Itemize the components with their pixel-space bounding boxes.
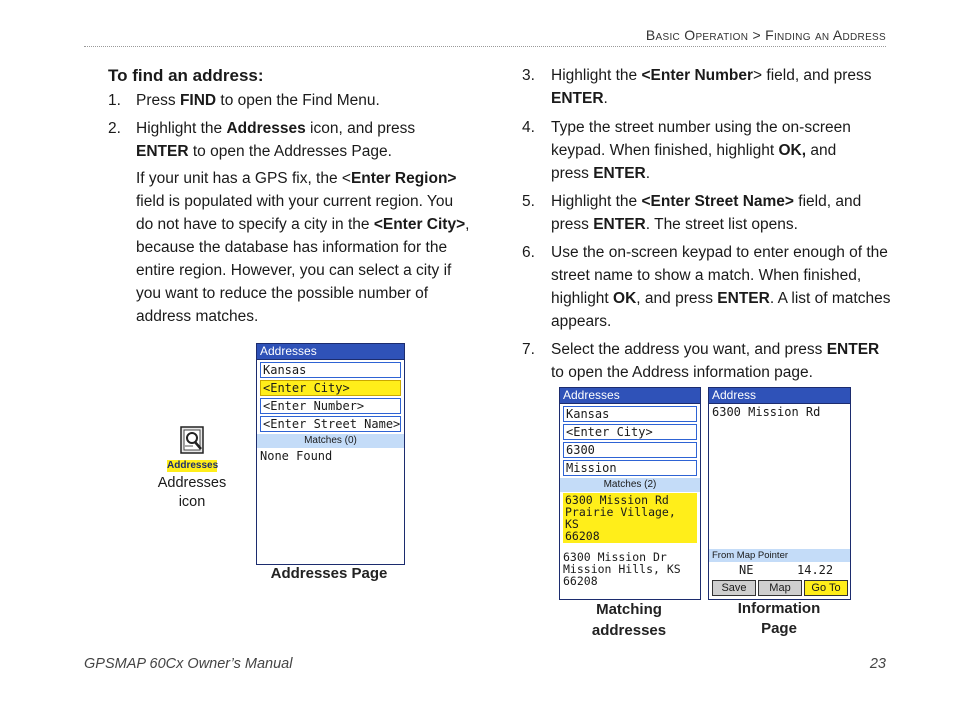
addresses-page-screenshot <box>256 343 405 565</box>
addresses-icon-label: Addresses <box>167 460 219 471</box>
step-text <box>551 241 891 333</box>
number-field[interactable]: <Enter Number> <box>260 398 401 414</box>
emphasis-text: OK <box>613 290 637 307</box>
body-text: . A list of matches appears. <box>551 290 891 330</box>
right-column <box>522 64 892 384</box>
result-city: Prairie Village, KS <box>565 505 676 531</box>
screen-title: Addresses <box>560 388 700 404</box>
step-text <box>136 89 473 112</box>
emphasis-text: <Enter City> <box>373 216 466 233</box>
step-number: 3. <box>522 67 535 84</box>
running-header <box>646 27 886 43</box>
body-text: , because the database has information for the entire region. However, you can select a city if you want to reduce the possible number of address matches. <box>136 216 470 325</box>
result-street: 6300 Mission Rd <box>565 493 669 507</box>
body-text: Highlight the <box>551 193 642 210</box>
address-name: 6300 Mission Rd <box>712 405 821 419</box>
street-field[interactable]: Mission <box>563 460 697 476</box>
emphasis-text: <Enter Street Name> <box>641 193 794 210</box>
from-label: From Map Pointer <box>709 549 850 562</box>
emphasis-text: OK, <box>778 142 807 159</box>
street-field[interactable]: <Enter Street Name> <box>260 416 401 432</box>
screen-title: Addresses <box>257 344 404 360</box>
emphasis-text: ENTER <box>551 90 604 107</box>
step-3 <box>522 64 892 116</box>
page-number: 23 <box>869 656 886 672</box>
body-text: Highlight the <box>551 67 642 84</box>
distance-value: 14.22 <box>797 563 834 577</box>
step-number: 2. <box>108 120 121 137</box>
body-text: to open the Address information page. <box>551 364 813 381</box>
step-number: 1. <box>108 92 121 109</box>
emphasis-text: ENTER <box>136 143 189 160</box>
step-4 <box>522 116 892 190</box>
emphasis-text: Enter Region> <box>350 170 457 187</box>
matching-addresses-caption: Matching addresses <box>591 601 667 639</box>
city-field[interactable]: <Enter City> <box>260 380 401 396</box>
step-text <box>136 117 456 163</box>
step-6 <box>522 241 892 338</box>
footer-manual-title: GPSMAP 60Cx Owner’s Manual <box>84 656 293 672</box>
result-street: 6300 Mission Dr <box>563 550 667 564</box>
body-text: to open the Find Menu. <box>216 92 380 109</box>
body-text: . <box>645 165 651 182</box>
matches-count: Matches (2) <box>560 478 700 492</box>
body-text: Select the address you want, and press <box>551 341 827 358</box>
result-zip: 66208 <box>565 529 600 543</box>
emphasis-text: FIND <box>179 92 217 109</box>
body-text: If your unit has a GPS fix, the < <box>136 170 351 187</box>
step-7 <box>522 338 892 384</box>
body-text: Use the on-screen keypad to enter enough of the street name to show a match. When finished, highlight <box>551 244 888 307</box>
body-text: to open the Addresses Page. <box>188 143 392 160</box>
body-text: field, and press <box>551 193 862 233</box>
step-text <box>551 116 869 185</box>
body-text: . The street list opens. <box>645 216 798 233</box>
body-text: and press <box>551 142 837 182</box>
step-number: 6. <box>522 244 535 261</box>
header-separator: > <box>752 27 761 43</box>
matches-count: Matches (0) <box>257 434 404 448</box>
screen-title: Address <box>709 388 850 404</box>
step-text <box>551 338 892 384</box>
body-text: , and press <box>636 290 718 307</box>
information-page-screenshot <box>708 387 851 600</box>
section-title: To find an address: <box>108 66 264 85</box>
city-field[interactable]: <Enter City> <box>563 424 697 440</box>
step-number: 4. <box>522 119 535 136</box>
body-text: Press <box>136 92 180 109</box>
step-5 <box>522 190 892 241</box>
body-text: Type the street number using the on-screen keypad. When finished, highlight <box>551 119 851 159</box>
left-column <box>108 89 473 328</box>
addresses-icon-figure <box>150 425 234 512</box>
addresses-page-caption: Addresses Page <box>270 565 388 582</box>
match-result-2[interactable] <box>560 549 700 589</box>
result-city: Mission Hills, KS 66208 <box>563 562 681 588</box>
body-text: icon, and press <box>305 120 416 137</box>
body-text: Highlight the <box>136 120 227 137</box>
step-2 <box>108 117 473 167</box>
note-paragraph <box>136 167 474 328</box>
number-field[interactable]: 6300 <box>563 442 697 458</box>
emphasis-text: ENTER <box>593 165 646 182</box>
step-text <box>551 64 891 110</box>
no-results: None Found <box>260 449 333 463</box>
region-field[interactable]: Kansas <box>563 406 697 422</box>
step-number: 7. <box>522 341 535 358</box>
emphasis-text: <Enter Number <box>641 67 754 84</box>
body-text: . <box>603 90 608 107</box>
header-rule <box>84 46 886 47</box>
emphasis-text: ENTER <box>593 216 646 233</box>
emphasis-text: ENTER <box>826 341 880 358</box>
addresses-icon-caption: Addresses icon <box>157 475 227 510</box>
header-section: Basic Operation <box>645 27 749 43</box>
emphasis-text: Addresses <box>226 120 306 137</box>
map-button[interactable]: Map <box>758 580 802 596</box>
step-number: 5. <box>522 193 535 210</box>
matching-addresses-screenshot <box>559 387 701 600</box>
addresses-book-icon <box>173 425 211 457</box>
information-page-caption: Information Page <box>737 600 821 637</box>
region-field[interactable]: Kansas <box>260 362 401 378</box>
go-to-button[interactable]: Go To <box>804 580 848 596</box>
match-result-1[interactable] <box>563 493 697 543</box>
save-button[interactable]: Save <box>712 580 756 596</box>
header-subsection: Finding an Address <box>765 27 886 43</box>
emphasis-text: ENTER <box>717 290 770 307</box>
body-text: field is populated with your current region. You do not have to specify a city in the <box>136 193 454 233</box>
step-text <box>551 190 881 236</box>
body-text: > field, and press <box>753 67 872 84</box>
step-1 <box>108 89 473 117</box>
direction-value: NE <box>739 563 754 577</box>
